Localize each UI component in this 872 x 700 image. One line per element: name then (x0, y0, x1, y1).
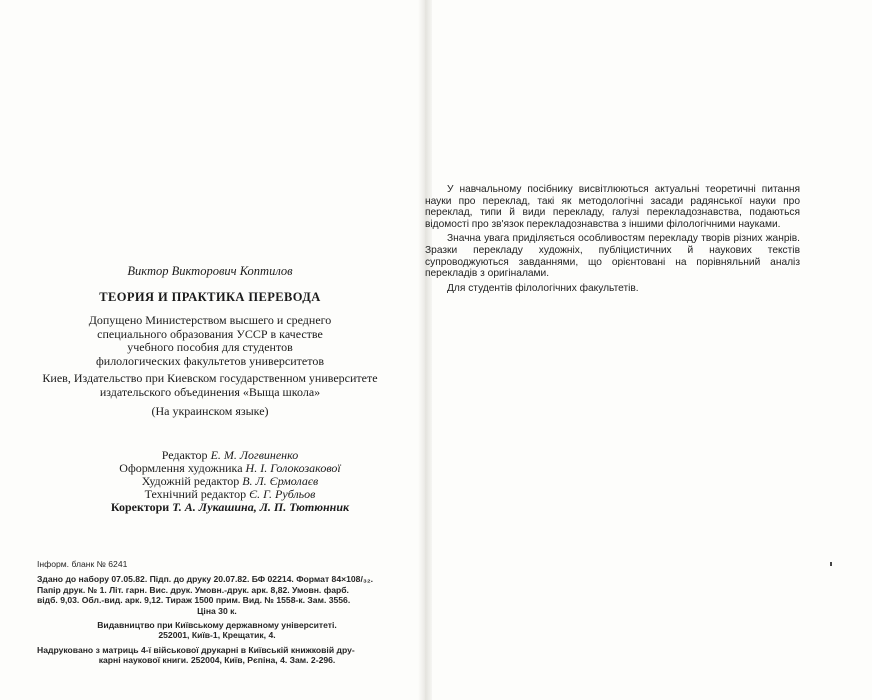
credit-person: Н. І. Голокозакової (245, 461, 341, 475)
credit-person: Т. А. Лукашина, Л. П. Тютюнник (172, 500, 350, 514)
info-blank: Інформ. бланк № 6241 (37, 559, 128, 569)
approval-note (0, 314, 420, 368)
production-line: відб. 9,03. Обл.-вид. арк. 9,12. Тираж 1500 прим. Вид. № 1558-к. Зам. 3556. (37, 595, 351, 606)
right-page (428, 0, 872, 700)
imprint-block (37, 559, 397, 670)
printer-info (37, 645, 397, 666)
imprint-publisher-line: 252001, Київ-1, Крещатик, 4. (158, 630, 276, 641)
annotation-paragraph: У навчальному посібнику висвітлюються актуальні теоретичні питання науки про переклад, такі як методологічні засади радянської науки про переклад, типи й види перекладу, галузі перекладознавства, подаються відомості про зв'язок перекладознавства з іншими філологічними науками. (425, 184, 800, 230)
author-name: Виктор Викторович Коптилов (127, 264, 293, 278)
imprint-publisher-line: Видавництво при Київському державному університеті. (97, 620, 337, 631)
annotation-paragraph: Для студентів філологічних факультетів. (447, 282, 639, 294)
price: Ціна 30 к. (197, 605, 237, 616)
printer-line: Надруковано з матриць 4-ї військової друкарні в Київській книжковій дру- (37, 644, 355, 655)
credit-role: Оформлення художника (119, 461, 243, 475)
credit-role: Коректори (110, 500, 170, 514)
publisher-line: издательского объединения «Выща школа» (99, 384, 321, 399)
credit-role: Художній редактор (141, 474, 240, 488)
approval-line: Допущено Министерством высшего и среднего (88, 313, 332, 327)
book-title: ТЕОРИЯ И ПРАКТИКА ПЕРЕВОДА (99, 290, 321, 304)
production-line: Здано до набору 07.05.82. Підп. до друку 20.07.82. БФ 02214. Формат 84×108/₃₂. (37, 574, 374, 585)
credit-person: Е. М. Логвиненко (210, 448, 299, 462)
publisher-info (0, 372, 420, 399)
approval-line: филологических факультетов университетов (96, 353, 324, 368)
production-details (37, 574, 397, 616)
credit-proofreaders (60, 501, 400, 514)
printer-line: карні наукової книги. 252004, Київ, Рєпіна, 4. Зам. 2-296. (98, 655, 336, 666)
annotation-block (425, 184, 800, 297)
imprint-publisher (37, 620, 397, 641)
publisher-line: Киев, Издательство при Киевском государственном университете (42, 371, 378, 385)
credit-person: В. Л. Єрмолаєв (242, 474, 319, 488)
book-gutter (418, 0, 432, 700)
production-line: Папір друк. № 1. Літ. гарн. Вис. друк. Умовн.-друк. арк. 8,82. Умовн. фарб. (37, 584, 349, 595)
credit-person: Є. Г. Рубльов (249, 487, 316, 501)
credits-block (60, 449, 400, 514)
credit-role: Технічний редактор (144, 487, 247, 501)
approval-line: специального образования УССР в качестве (97, 326, 323, 341)
annotation-paragraph: Значна увага приділяється особливостям перекладу творів різних жанрів. Зразки перекладу художніх, публіцистичних й наукових текстів супроводжуються завданнями, що орієнтовані на порівняльний аналіз перекладів з оригіналами. (425, 233, 800, 280)
print-speck (830, 562, 832, 566)
credit-role: Редактор (161, 448, 208, 462)
approval-line: учебного пособия для студентов (127, 340, 293, 354)
language-note: (На украинском языке) (151, 404, 269, 418)
